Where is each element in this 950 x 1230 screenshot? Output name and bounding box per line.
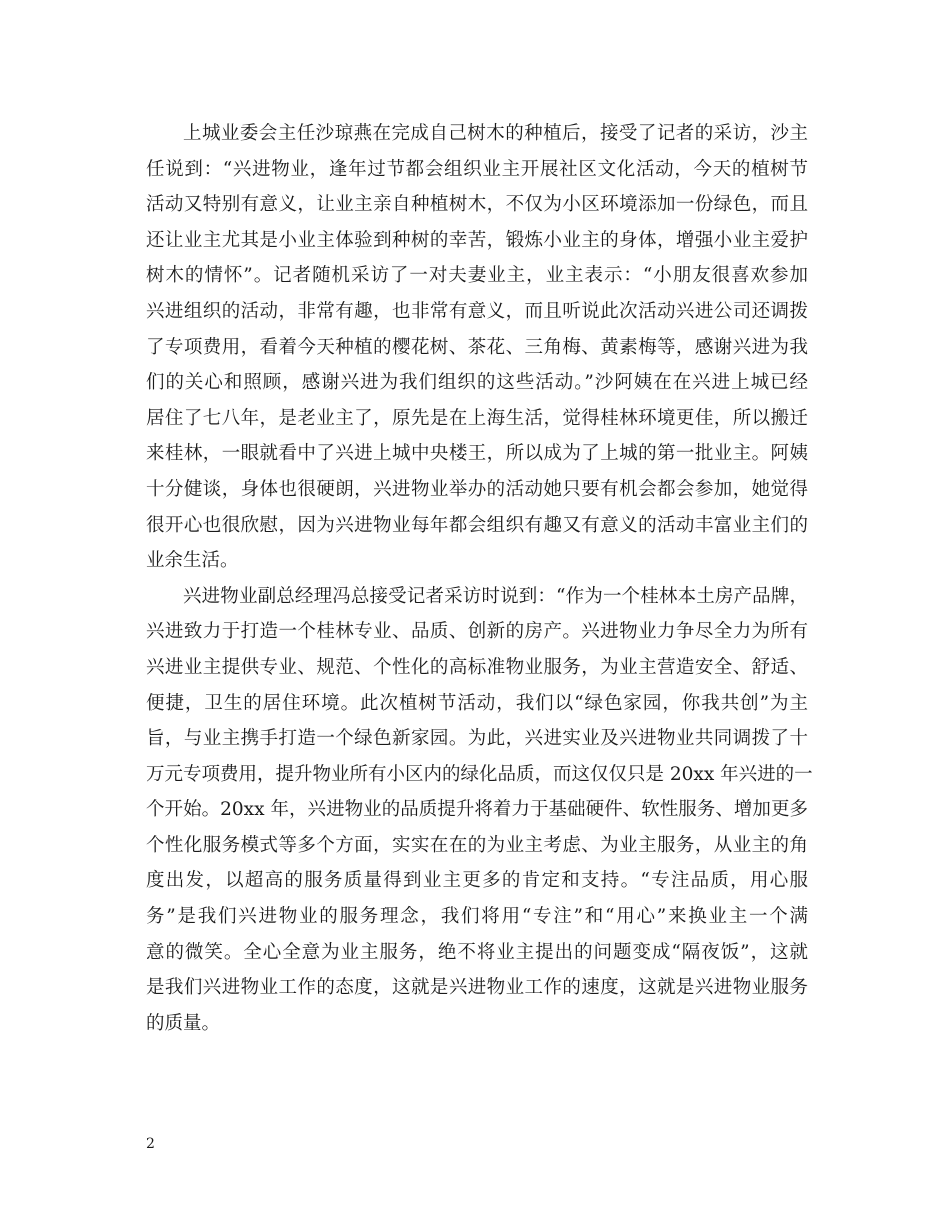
text-line: 很开心也很欣慰，因为兴进物业每年都会组织有趣又有意义的活动丰富业主们的: [146, 514, 808, 536]
paragraph: [146, 116, 808, 579]
paragraph: [146, 579, 813, 1042]
text-line: 个开始。20xx 年，兴进物业的品质提升将着力于基础硬件、软性服务、增加更多: [146, 799, 808, 821]
text-line: 务”是我们兴进物业的服务理念，我们将用“专注”和“用心”来换业主一个满: [146, 906, 808, 928]
text-line: 还让业主尤其是小业主体验到种树的幸苦，锻炼小业主的身体，增强小业主爱护: [146, 229, 808, 251]
text-line: 是我们兴进物业工作的态度，这就是兴进物业工作的速度，这就是兴进物业服务: [146, 977, 808, 999]
text-line: 上城业委会主任沙琼燕在完成自己树木的种植后，接受了记者的采访，沙主: [183, 123, 808, 144]
body-text: [146, 116, 813, 1041]
text-line: 业余生活。: [146, 550, 239, 572]
text-line: 度出发，以超高的服务质量得到业主更多的肯定和支持。“专注品质，用心服: [146, 870, 808, 892]
text-line: 兴进物业副总经理冯总接受记者采访时说到：“作为一个桂林本土房产品牌，: [183, 585, 808, 607]
page-number: 2: [146, 1136, 155, 1152]
text-line: 居住了七八年，是老业主了，原先是在上海生活，觉得桂林环境更佳，所以搬迁: [146, 407, 808, 429]
text-line: 万元专项费用，提升物业所有小区内的绿化品质，而这仅仅只是 20xx 年兴进的一: [146, 763, 813, 785]
text-line: 树木的情怀”。记者随机采访了一对夫妻业主，业主表示：“小朋友很喜欢参加: [146, 265, 808, 287]
text-line: 兴进致力于打造一个桂林专业、品质、创新的房产。兴进物业力争尽全力为所有: [146, 621, 808, 643]
text-line: 来桂林，一眼就看中了兴进上城中央楼王，所以成为了上城的第一批业主。阿姨: [146, 443, 808, 465]
text-line: 了专项费用，看着今天种植的樱花树、茶花、三角梅、黄素梅等，感谢兴进为我: [146, 336, 808, 358]
text-line: 的质量。: [146, 1012, 221, 1034]
text-line: 活动又特别有意义，让业主亲自种植树木，不仅为小区环境添加一份绿色，而且: [146, 194, 808, 216]
text-line: 们的关心和照顾，感谢兴进为我们组织的这些活动。”沙阿姨在在兴进上城已经: [146, 372, 808, 394]
text-line: 旨，与业主携手打造一个绿色新家园。为此，兴进实业及兴进物业共同调拨了十: [146, 728, 808, 750]
text-line: 兴进业主提供专业、规范、个性化的高标准物业服务，为业主营造安全、舒适、: [146, 656, 808, 678]
text-line: 意的微笑。全心全意为业主服务，绝不将业主提出的问题变成“隔夜饭”，这就: [146, 941, 808, 963]
text-line: 便捷，卫生的居住环境。此次植树节活动，我们以“绿色家园，你我共创”为主: [146, 692, 808, 714]
text-line: 兴进组织的活动，非常有趣，也非常有意义，而且听说此次活动兴进公司还调拨: [146, 300, 808, 322]
text-line: 任说到：“兴进物业，逢年过节都会组织业主开展社区文化活动，今天的植树节: [146, 158, 808, 180]
text-line: 十分健谈，身体也很硬朗，兴进物业举办的活动她只要有机会都会参加，她觉得: [146, 478, 808, 500]
text-line: 个性化服务模式等多个方面，实实在在的为业主考虑、为业主服务，从业主的角: [146, 834, 808, 856]
